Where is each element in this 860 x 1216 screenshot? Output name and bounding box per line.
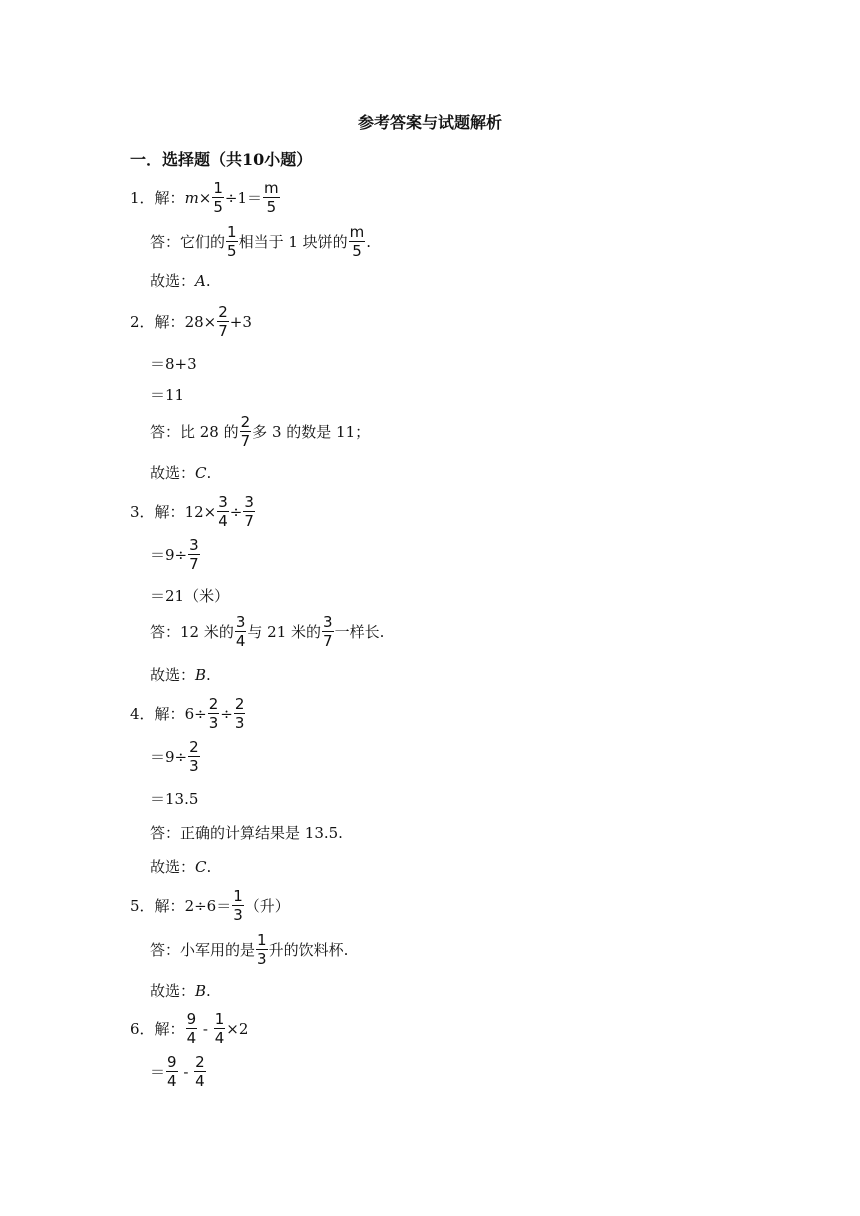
fraction: $\frac{1}{4}$: [214, 1010, 225, 1047]
q3-number: 3．: [130, 503, 155, 521]
answer-text: 答：小军用的是: [150, 941, 256, 959]
fraction: $\frac{3}{7}$: [323, 613, 333, 650]
q4-answer: 答：正确的计算结果是 13.5.: [150, 824, 343, 842]
answer-text: 相当于 1 块饼的: [238, 233, 348, 251]
fraction: $\frac{2}{4}$: [195, 1053, 205, 1090]
operator: -: [178, 1062, 194, 1081]
expr-text: +3: [229, 312, 252, 331]
fraction: $\frac{2}{3}$: [234, 695, 245, 732]
q6-step1: [150, 1054, 207, 1089]
choice-label: 故选：: [150, 666, 196, 684]
q1-solution-line: [130, 180, 281, 215]
q1-var-m: m: [184, 188, 199, 207]
choice-end: .: [206, 463, 212, 482]
q3-solution-line: [130, 494, 256, 529]
answer-text: .: [366, 232, 372, 251]
q1-rest: ÷1＝: [224, 189, 263, 207]
answer-text: 一样长.: [334, 623, 385, 641]
fraction: $\frac{3}{4}$: [235, 613, 246, 650]
choice-letter: C: [195, 463, 207, 482]
choice-label: 故选：: [150, 982, 196, 1000]
choice-label: 故选：: [150, 464, 196, 482]
q6-number: 6．: [130, 1020, 155, 1038]
fraction: $\frac{1}{3}$: [233, 887, 243, 924]
fraction: $\frac{m}{5}$: [349, 223, 365, 260]
choice-end: .: [205, 271, 211, 290]
q4-jie: 解：: [154, 705, 185, 723]
fraction: $\frac{1}{5}$: [227, 223, 237, 260]
expr-text: ＝9÷: [150, 748, 188, 766]
q2-solution-line: [130, 304, 252, 339]
q4-step1: [150, 739, 201, 774]
fraction: $\frac{2}{3}$: [208, 695, 219, 732]
choice-letter: C: [195, 857, 207, 876]
q6-solution-line: [130, 1011, 248, 1046]
q5-solution-line: [130, 888, 290, 923]
q2-answer-line: [150, 414, 370, 449]
q1-jie: 解：: [154, 189, 185, 207]
q1-number: 1．: [130, 189, 155, 207]
fraction: $\frac{1}{5}$: [213, 179, 223, 216]
answer-text: 升的饮料杯.: [268, 941, 349, 959]
q3-jie: 解：: [154, 503, 185, 521]
choice-label: 故选：: [150, 858, 196, 876]
operator: -: [198, 1019, 213, 1038]
expr-text: ＝9÷: [150, 546, 188, 564]
q3-step2: ＝21（米）: [150, 587, 230, 605]
section-heading: 一．选择题（共10小题）: [130, 150, 313, 169]
choice-end: .: [206, 981, 211, 1000]
q2-jie: 解：: [154, 313, 185, 331]
q5-number: 5．: [130, 897, 155, 915]
q4-number: 4．: [130, 705, 155, 723]
choice-end: .: [206, 665, 211, 684]
expr-text: 6÷: [184, 704, 207, 723]
choice-letter: A: [195, 271, 206, 290]
fraction: $\frac{1}{3}$: [257, 931, 267, 968]
fraction: $\frac{3}{4}$: [218, 493, 228, 530]
fraction: $\frac{m}{5}$: [264, 179, 279, 216]
answer-text: 答：比 28 的: [150, 423, 239, 441]
choice-letter: B: [195, 665, 207, 684]
answer-text: 与 21 米的: [247, 623, 322, 641]
answer-text: 答：它们的: [150, 233, 226, 251]
q5-answer-line: [150, 932, 348, 967]
q3-choice-line: [150, 664, 211, 685]
q4-solution-line: [130, 696, 246, 731]
q1-answer-line: [150, 224, 371, 259]
expr-text: 28×: [184, 312, 217, 331]
fraction: $\frac{9}{4}$: [186, 1010, 197, 1047]
q3-answer-line: [150, 614, 384, 649]
fraction: $\frac{2}{3}$: [189, 738, 199, 775]
q5-choice-line: [150, 980, 211, 1001]
page-title: 参考答案与试题解析: [357, 113, 502, 132]
fraction: $\frac{2}{7}$: [218, 303, 228, 340]
fraction: $\frac{2}{7}$: [240, 413, 251, 450]
operator: ÷: [220, 704, 233, 723]
expr-text: ×2: [226, 1019, 249, 1038]
expr-text: 12×: [184, 502, 217, 521]
expr-text: 2÷6＝: [184, 897, 232, 915]
q1-times: ×: [198, 188, 212, 207]
fraction: $\frac{3}{7}$: [244, 493, 254, 530]
q1-choice-line: [150, 270, 211, 291]
q2-step1: ＝8+3: [150, 355, 197, 373]
q6-jie: 解：: [154, 1020, 185, 1038]
q4-choice-line: [150, 856, 211, 877]
q4-step2: ＝13.5: [150, 790, 199, 808]
q2-choice-line: [150, 462, 211, 483]
answer-text: 答：12 米的: [150, 623, 234, 641]
operator: ÷: [229, 502, 243, 521]
q2-step2: ＝11: [150, 386, 185, 404]
fraction: $\frac{3}{7}$: [189, 536, 199, 573]
q2-number: 2．: [130, 313, 155, 331]
q5-jie: 解：: [154, 897, 185, 915]
choice-label: 故选：: [150, 272, 196, 290]
choice-letter: B: [195, 981, 207, 1000]
fraction: $\frac{9}{4}$: [167, 1053, 177, 1090]
answer-text: 多 3 的数是 11；: [252, 423, 371, 441]
expr-text: ＝: [150, 1063, 166, 1081]
q3-step1: [150, 537, 201, 572]
choice-end: .: [206, 857, 212, 876]
expr-text: （升）: [244, 897, 290, 915]
